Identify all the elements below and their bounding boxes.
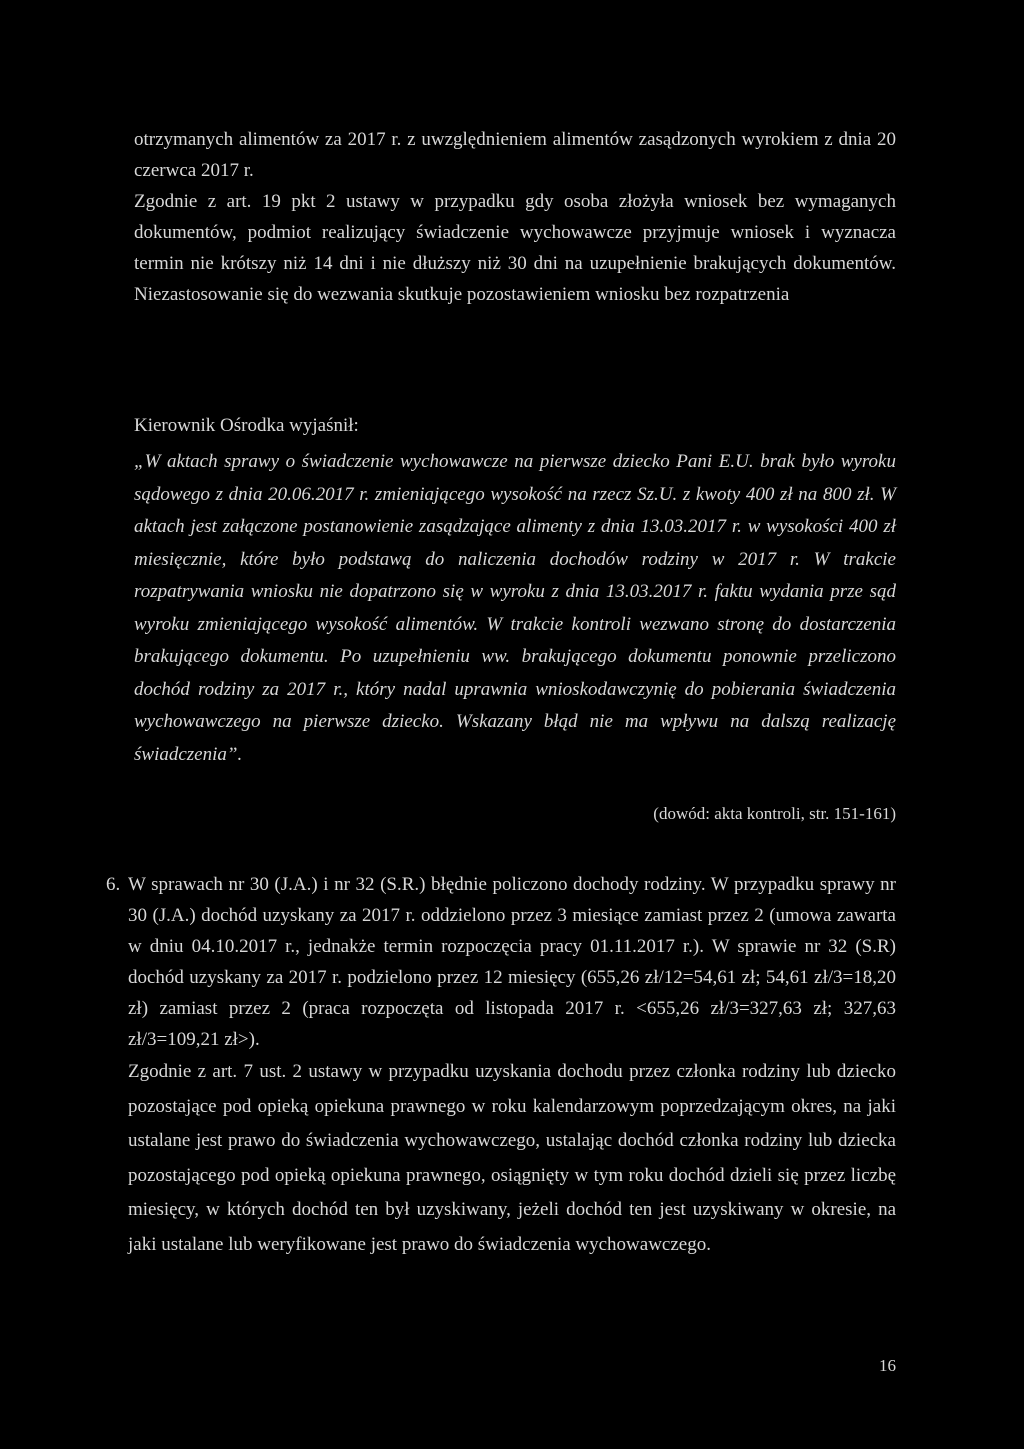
item-paragraph-legal-basis: Zgodnie z art. 7 ust. 2 ustawy w przypadku uzyskania dochodu przez członka rodziny lub dziecko pozostające pod opieką opiekuna prawnego w roku kalendarzowym poprzedzającym okres, na jaki ustalane jest prawo do świadczenia wychowawczego, ustalając dochód członka rodziny lub dziecka pozostającego pod opieką opiekuna prawnego, osiągnięty w tym roku dochód dzieli się przez liczbę miesięcy, w których dochód ten był uzyskiwany, jeżeli dochód ten jest uzyskiwany w okresie, na jaki ustalane lub weryfikowane jest prawo do świadczenia wychowawczego.	[128, 1061, 896, 1255]
legal-paragraph: Zgodnie z art. 19 pkt 2 ustawy w przypadku gdy osoba złożyła wniosek bez wymaganych dokumentów, podmiot realizujący świadczenie wychowawcze przyjmuje wniosek i wyznacza termin nie krótszy niż 14 dni i nie dłuższy niż 30 dni na uzupełnienie brakujących dokumentów. Niezastosowanie się do wezwania skutkuje pozostawieniem wniosku bez rozpatrzenia	[134, 191, 896, 305]
manager-quote: „W aktach sprawy o świadczenie wychowawcze na pierwsze dziecko Pani E.U. brak było wyroku sądowego z dnia 20.06.2017 r. zmieniającego wysokość na rzecz Sz.U. z kwoty 400 zł na 800 zł. W aktach jest załączone postanowienie zasądzające alimenty z dnia 13.03.2017 r. w wysokości 400 zł miesięcznie, które było podstawą do naliczenia dochodów rodziny w 2017 r. W trakcie rozpatrywania wniosku nie dopatrzono się w wyroku z dnia 13.03.2017 r. faktu wydania prze sąd wyroku zmieniającego wysokość alimentów. W trakcie kontroli wezwano stronę do dostarczenia brakującego dokumentu. Po uzupełnieniu ww. brakującego dokumentu ponownie przeliczono dochód rodziny za 2017 r., który nadal uprawnia wnioskodawczynię do pobierania świadczenia wychowawczego na pierwsze dziecko. Wskazany błąd nie ma wpływu na dalszą realizację świadczenia”.	[134, 451, 896, 765]
intro-paragraph: otrzymanych alimentów za 2017 r. z uwzględnieniem alimentów zasądzonych wyrokiem z dnia 20 czerwca 2017 r.	[134, 129, 896, 181]
evidence-note: (dowód: akta kontroli, str. 151-161)	[653, 804, 896, 823]
upper-text-block	[134, 124, 896, 310]
list-item-number: 6.	[106, 874, 121, 895]
item-paragraph-findings: W sprawach nr 30 (J.A.) i nr 32 (S.R.) błędnie policzono dochody rodziny. W przypadku sprawy nr 30 (J.A.) dochód uzyskany za 2017 r. oddzielono przez 3 miesiące zamiast przez 2 (umowa zawarta w dniu 04.10.2017 r., jednakże termin rozpoczęcia pracy 01.11.2017 r.). W sprawie nr 32 (S.R) dochód uzyskany za 2017 r. podzielono przez 12 miesięcy (655,26 zł/12=54,61 zł; 54,61 zł/3=18,20 zł) zamiast przez 2 (praca rozpoczęta od listopada 2017 r. <655,26 zł/3=327,63 zł; 327,63 zł/3=109,21 zł>).	[128, 874, 896, 1050]
list-item-body	[128, 869, 896, 1262]
manager-heading: Kierownik Ośrodka wyjaśnił:	[134, 415, 359, 436]
page-number: 16	[879, 1356, 896, 1375]
